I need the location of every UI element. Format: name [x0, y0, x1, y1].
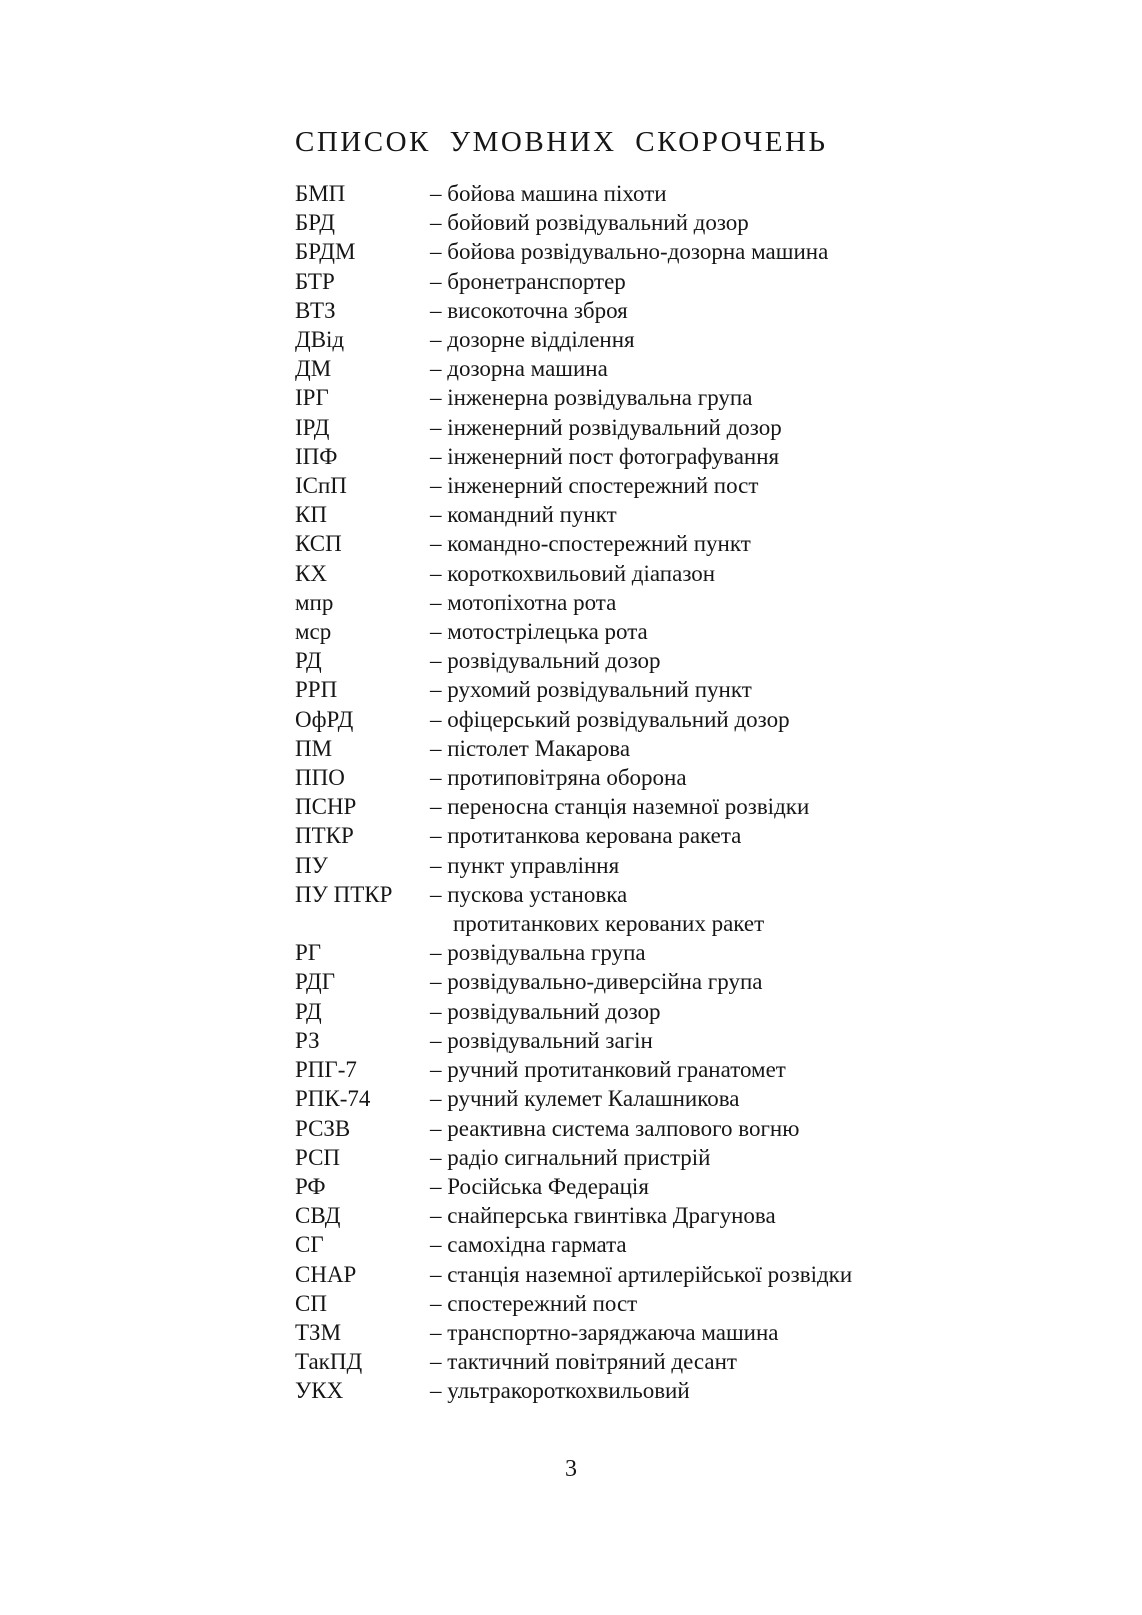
list-item [295, 237, 1082, 266]
definition: – мотострілецька рота [430, 619, 648, 645]
list-item [295, 1026, 1082, 1055]
list-item [295, 588, 1082, 617]
list-item [295, 1260, 1082, 1289]
abbreviation: СНАР [295, 1261, 357, 1287]
abbreviation: ПУ ПТКР [295, 881, 393, 907]
definition: – ручний протитанковий гранатомет [430, 1057, 786, 1083]
list-item [295, 354, 1082, 383]
list-item [295, 997, 1082, 1026]
definition: – ручний кулемет Калашникова [430, 1086, 740, 1112]
list-item [295, 705, 1082, 734]
abbreviation: КХ [295, 560, 327, 586]
abbreviation: БРДМ [295, 239, 356, 265]
abbreviation: СВД [295, 1203, 341, 1229]
definition: – бойова машина піхоти [430, 181, 667, 206]
definition: – пістолет Макарова [430, 735, 631, 761]
list-item [295, 325, 1082, 354]
abbreviation: БТР [295, 268, 335, 294]
abbreviation: ТакПД [295, 1349, 363, 1375]
definition: – розвідувальний дозор [430, 648, 661, 674]
abbreviation: СГ [295, 1232, 324, 1258]
definition: – інженерна розвідувальна група [430, 385, 753, 411]
list-item [295, 851, 1082, 880]
definition: – командний пункт [430, 502, 617, 528]
definition: – високоточна зброя [430, 297, 628, 323]
definition: – офіцерський розвідувальний дозор [430, 706, 790, 732]
definition: – спостережний пост [430, 1290, 638, 1316]
abbreviation: РДГ [295, 969, 336, 995]
abbreviation: РФ [295, 1173, 326, 1199]
list-item [295, 1143, 1082, 1172]
list-item [295, 529, 1082, 558]
definition: – дозорна машина [430, 356, 608, 382]
definition: – тактичний повітряний десант [430, 1349, 737, 1375]
abbreviation: СП [295, 1290, 327, 1316]
abbreviation: ІРД [295, 414, 330, 440]
abbreviation: ТЗМ [295, 1319, 342, 1345]
abbreviation: ПСНР [295, 794, 357, 820]
abbreviation: ОфРД [295, 706, 354, 732]
definition: – транспортно-заряджаюча машина [430, 1319, 779, 1345]
page-title: СПИСОК УМОВНИХ СКОРОЧЕНЬ [295, 126, 828, 158]
abbreviation: БРД [295, 210, 335, 236]
definition: – бронетранспортер [430, 268, 626, 294]
list-item [295, 646, 1082, 675]
abbreviation: ІПФ [295, 443, 338, 469]
definition: – самохідна гармата [430, 1232, 627, 1258]
definition: – інженерний пост фотографування [430, 443, 780, 469]
list-item [295, 792, 1082, 821]
definition: – пускова установка [430, 881, 628, 907]
abbreviation: ДМ [295, 356, 332, 382]
abbreviation: ПУ [295, 852, 328, 878]
definition: – мотопіхотна рота [430, 589, 617, 615]
definition: – бойовий розвідувальний дозор [430, 210, 749, 236]
abbreviation: РД [295, 998, 322, 1024]
abbreviation: РЗ [295, 1027, 320, 1053]
abbreviation: ПТКР [295, 823, 354, 849]
definition: – короткохвильовий діапазон [430, 560, 716, 586]
list-item [295, 1289, 1082, 1318]
list-item-continuation [295, 909, 1082, 938]
abbreviation: КП [295, 502, 327, 528]
list-item [295, 1172, 1082, 1201]
abbreviation: ПМ [295, 735, 333, 761]
abbreviation: ІРГ [295, 385, 329, 411]
definition: – Російська Федерація [430, 1173, 649, 1199]
abbreviation: ППО [295, 765, 345, 791]
list-item [295, 617, 1082, 646]
list-item [295, 208, 1082, 237]
abbreviation: РПК-74 [295, 1086, 371, 1112]
definition: – протиповітряна оборона [430, 765, 687, 791]
definition: – протитанкова керована ракета [430, 823, 742, 849]
definition: – бойова розвідувально-дозорна машина [430, 239, 829, 265]
list-item [295, 938, 1082, 967]
abbreviation: РПГ-7 [295, 1057, 357, 1083]
list-item [295, 880, 1082, 909]
definition-continuation: протитанкових керованих ракет [453, 911, 765, 937]
list-item [295, 500, 1082, 529]
list-item [295, 821, 1082, 850]
definition: – розвідувальний дозор [430, 998, 661, 1024]
abbreviation: ДВід [295, 327, 345, 353]
list-item [295, 442, 1082, 471]
definition: – станція наземної артилерійської розвідки [430, 1261, 853, 1287]
list-item [295, 1055, 1082, 1084]
definition: – радіо сигнальний пристрій [430, 1144, 711, 1170]
list-item [295, 413, 1082, 442]
abbreviation: мср [295, 619, 332, 645]
list-item [295, 763, 1082, 792]
abbreviation: БМП [295, 181, 346, 206]
abbreviation: ІСпП [295, 473, 347, 499]
abbreviation: РГ [295, 940, 322, 966]
list-item [295, 296, 1082, 325]
definition: – рухомий розвідувальний пункт [430, 677, 752, 703]
definition: – інженерний спостережний пост [430, 473, 759, 499]
list-item [295, 1318, 1082, 1347]
list-item [295, 967, 1082, 996]
abbreviation-list [295, 179, 1082, 1406]
abbreviation: РРП [295, 677, 338, 703]
abbreviation: РСЗВ [295, 1115, 351, 1141]
list-item [295, 1230, 1082, 1259]
definition: – розвідувальна група [430, 940, 646, 966]
list-item [295, 471, 1082, 500]
abbreviation: ВТЗ [295, 297, 336, 323]
definition: – командно-спостережний пункт [430, 531, 751, 557]
definition: – розвідувально-диверсійна група [430, 969, 763, 995]
definition: – реактивна система залпового вогню [430, 1115, 800, 1141]
list-item [295, 179, 1082, 208]
definition: – дозорне відділення [430, 327, 635, 353]
list-item [295, 1347, 1082, 1376]
definition: – інженерний розвідувальний дозор [430, 414, 782, 440]
definition: – пункт управління [430, 852, 620, 878]
definition: – розвідувальний загін [430, 1027, 653, 1053]
abbreviation: КСП [295, 531, 342, 557]
list-item [295, 734, 1082, 763]
definition: – ультракороткохвильовий [430, 1378, 690, 1404]
page-number: 3 [565, 1456, 577, 1482]
list-item [295, 267, 1082, 296]
list-item [295, 1201, 1082, 1230]
list-item [295, 675, 1082, 704]
list-item [295, 1084, 1082, 1113]
abbreviation: РД [295, 648, 322, 674]
abbreviation: РСП [295, 1144, 341, 1170]
abbreviation: мпр [295, 589, 334, 615]
list-item [295, 1376, 1082, 1405]
definition: – снайперська гвинтівка Драгунова [430, 1203, 776, 1229]
abbreviation: УКХ [295, 1378, 344, 1404]
list-item [295, 559, 1082, 588]
definition: – переносна станція наземної розвідки [430, 794, 810, 820]
list-item [295, 1114, 1082, 1143]
list-item [295, 383, 1082, 412]
